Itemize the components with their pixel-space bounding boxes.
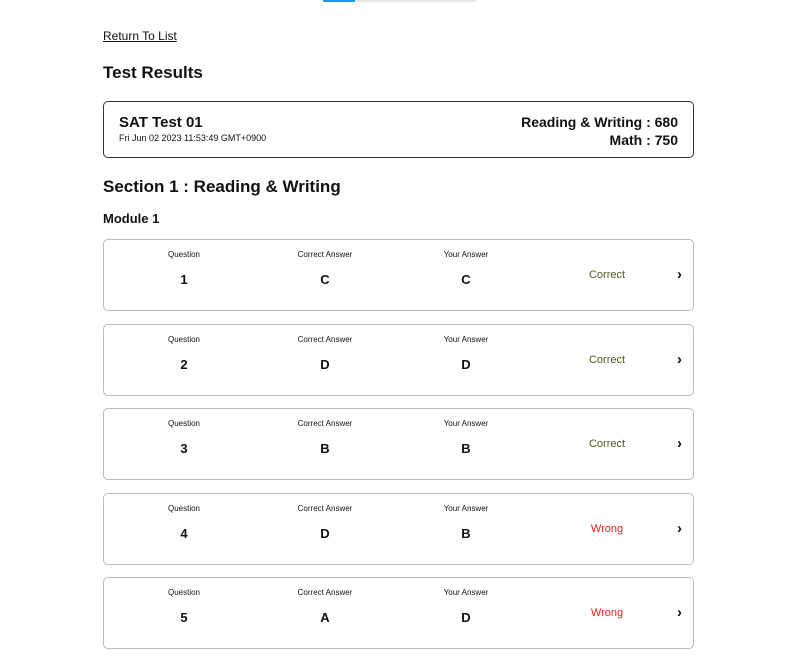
question-result-row[interactable] bbox=[103, 324, 694, 396]
question-value: 1 bbox=[180, 272, 188, 287]
result-status: Wrong bbox=[590, 522, 624, 535]
test-date: Fri Jun 02 2023 11:53:49 GMT+0900 bbox=[119, 133, 267, 143]
chevron-right-icon[interactable]: › bbox=[677, 350, 682, 368]
page-title: Test Results bbox=[103, 63, 203, 82]
correct-answer-value: A bbox=[320, 610, 330, 625]
reading-writing-score: Reading & Writing : 680 bbox=[521, 114, 678, 130]
chevron-right-icon[interactable]: › bbox=[677, 435, 682, 452]
progress-fill bbox=[323, 0, 355, 2]
return-to-list-link[interactable]: Return To List bbox=[103, 29, 177, 43]
correct-answer-column bbox=[265, 250, 385, 287]
question-value: 5 bbox=[180, 610, 188, 625]
correct-answer-value: D bbox=[320, 356, 330, 372]
question-column bbox=[124, 250, 244, 287]
your-answer-label: Your Answer bbox=[443, 588, 489, 597]
your-answer-label: Your Answer bbox=[443, 503, 489, 513]
your-answer-column bbox=[406, 419, 526, 456]
chevron-right-icon[interactable]: › bbox=[677, 519, 682, 537]
correct-answer-value: D bbox=[320, 525, 330, 541]
result-status: Correct bbox=[588, 353, 626, 366]
question-result-row[interactable] bbox=[103, 493, 694, 565]
correct-answer-column bbox=[265, 588, 385, 625]
question-label: Question bbox=[167, 250, 201, 259]
test-summary-card bbox=[103, 101, 694, 158]
question-label: Question bbox=[167, 588, 201, 597]
result-status: Correct bbox=[588, 438, 626, 450]
question-value: 2 bbox=[180, 356, 188, 372]
your-answer-label: Your Answer bbox=[443, 419, 489, 428]
correct-answer-column bbox=[265, 335, 385, 372]
correct-answer-column bbox=[265, 419, 385, 456]
math-score: Math : 750 bbox=[609, 132, 678, 148]
correct-answer-value: C bbox=[320, 272, 330, 287]
correct-answer-label: Correct Answer bbox=[297, 588, 353, 597]
question-result-row[interactable] bbox=[103, 408, 694, 480]
module-title: Module 1 bbox=[103, 211, 160, 226]
progress-bar bbox=[323, 0, 476, 2]
question-label: Question bbox=[167, 503, 201, 513]
your-answer-label: Your Answer bbox=[443, 334, 489, 344]
question-column bbox=[124, 588, 244, 625]
your-answer-value: D bbox=[461, 610, 471, 625]
correct-answer-label: Correct Answer bbox=[297, 503, 353, 513]
your-answer-value: C bbox=[461, 272, 471, 287]
your-answer-column bbox=[406, 335, 526, 372]
question-column bbox=[124, 419, 244, 456]
your-answer-column bbox=[406, 588, 526, 625]
correct-answer-label: Correct Answer bbox=[297, 419, 353, 428]
your-answer-label: Your Answer bbox=[443, 250, 489, 259]
result-status: Correct bbox=[588, 269, 626, 281]
correct-answer-label: Correct Answer bbox=[297, 250, 353, 259]
question-column bbox=[124, 504, 244, 541]
your-answer-value: D bbox=[461, 356, 471, 372]
question-result-row[interactable] bbox=[103, 239, 694, 311]
question-result-row[interactable] bbox=[103, 577, 694, 649]
your-answer-column bbox=[406, 504, 526, 541]
section-title: Section 1 : Reading & Writing bbox=[103, 177, 341, 196]
correct-answer-value: B bbox=[320, 441, 330, 456]
question-value: 4 bbox=[180, 525, 188, 541]
your-answer-value: B bbox=[461, 441, 471, 456]
your-answer-column bbox=[406, 250, 526, 287]
your-answer-value: B bbox=[461, 525, 471, 541]
chevron-right-icon[interactable]: › bbox=[677, 604, 682, 621]
chevron-right-icon[interactable]: › bbox=[677, 266, 682, 283]
correct-answer-column bbox=[265, 504, 385, 541]
test-name: SAT Test 01 bbox=[119, 114, 203, 131]
question-label: Question bbox=[167, 334, 201, 344]
question-value: 3 bbox=[180, 441, 188, 456]
correct-answer-label: Correct Answer bbox=[297, 334, 353, 344]
result-status: Wrong bbox=[590, 607, 624, 619]
question-column bbox=[124, 335, 244, 372]
question-label: Question bbox=[167, 419, 201, 428]
